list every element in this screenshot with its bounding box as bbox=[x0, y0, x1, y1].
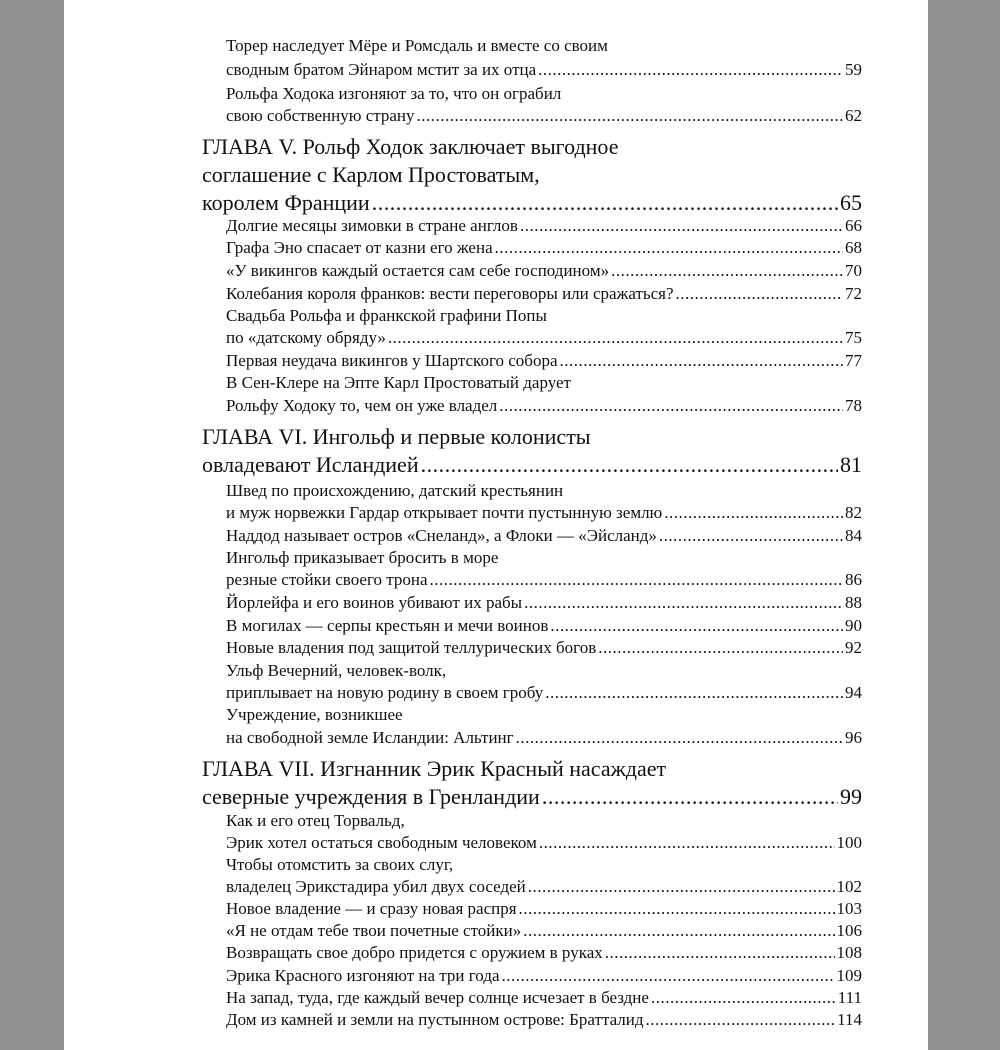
toc-entry-line bbox=[226, 966, 862, 986]
toc-line-text: ГЛАВА VI. Ингольф и первые колонисты bbox=[202, 424, 591, 449]
dot-leader bbox=[651, 988, 836, 1008]
toc-line-text: На запад, туда, где каждый вечер солнце исчезает в бездне bbox=[226, 988, 649, 1007]
toc-line-text: Учреждение, возникшее bbox=[226, 705, 403, 724]
chapter-heading-line bbox=[202, 134, 862, 160]
toc-entry-line bbox=[226, 921, 862, 941]
toc-entry-line bbox=[226, 36, 862, 56]
chapter-heading-line bbox=[202, 452, 862, 478]
toc-line-text: В Сен-Клере на Эпте Карл Простоватый дарует bbox=[226, 373, 571, 392]
dot-leader bbox=[516, 728, 843, 748]
toc-entry-line bbox=[226, 284, 862, 304]
toc-line-text: и муж норвежки Гардар открывает почти пустынную землю bbox=[226, 503, 663, 522]
page-number: 92 bbox=[845, 638, 862, 657]
dot-leader bbox=[520, 216, 843, 236]
page-number: 77 bbox=[845, 351, 862, 370]
toc-entry-line bbox=[226, 638, 862, 658]
dot-leader bbox=[664, 503, 843, 523]
page-number: 72 bbox=[845, 284, 862, 303]
toc-line-text: резные стойки своего трона bbox=[226, 570, 428, 589]
toc-line-text: «У викингов каждый остается сам себе господином» bbox=[226, 261, 610, 280]
toc-entry-line bbox=[226, 328, 862, 348]
toc-entry-line bbox=[226, 570, 862, 590]
document-page bbox=[64, 0, 928, 1050]
toc-entry-line bbox=[226, 899, 862, 919]
page-number: 68 bbox=[845, 238, 862, 257]
toc-line-text: Графа Эно спасает от казни его жена bbox=[226, 238, 493, 257]
dot-leader bbox=[538, 60, 843, 80]
page-number: 65 bbox=[840, 190, 862, 215]
dot-leader bbox=[388, 328, 843, 348]
toc-line-text: Новое владение — и сразу новая распря bbox=[226, 899, 517, 918]
page-number: 62 bbox=[845, 106, 862, 125]
page-number: 99 bbox=[840, 784, 862, 809]
dot-leader bbox=[495, 238, 843, 258]
toc-line-text: Йорлейфа и его воинов убивают их рабы bbox=[226, 593, 523, 612]
page-number: 59 bbox=[845, 60, 862, 79]
page-number: 70 bbox=[845, 261, 862, 280]
toc-line-text: Возвращать свое добро придется с оружием в руках bbox=[226, 943, 603, 962]
toc-line-text: на свободной земле Исландии: Альтинг bbox=[226, 728, 514, 747]
toc-line-text: Эрика Красного изгоняют на три года bbox=[226, 966, 500, 985]
toc-entry-line bbox=[226, 988, 862, 1008]
page-number: 78 bbox=[845, 396, 862, 415]
page-number: 94 bbox=[845, 683, 862, 702]
dot-leader bbox=[528, 877, 835, 897]
toc-entry-line bbox=[226, 373, 862, 393]
page-number: 96 bbox=[845, 728, 862, 747]
dot-leader bbox=[605, 943, 835, 963]
toc-entry-line bbox=[226, 728, 862, 748]
toc-line-text: северные учреждения в Гренландии bbox=[202, 784, 540, 809]
toc-line-text: Торер наследует Мёре и Ромсдаль и вместе со своим bbox=[226, 36, 608, 55]
toc-line-text: свою собственную страну bbox=[226, 106, 415, 125]
toc-entry-line bbox=[226, 661, 862, 681]
toc-line-text: овладевают Исландией bbox=[202, 452, 419, 477]
toc-line-text: Наддод называет остров «Снеланд», а Флоки — «Эйсланд» bbox=[226, 526, 657, 545]
page-number: 108 bbox=[836, 943, 862, 962]
toc-entry-line bbox=[226, 943, 862, 963]
chapter-heading-line bbox=[202, 162, 862, 188]
dot-leader bbox=[550, 616, 843, 636]
toc-entry-line bbox=[226, 811, 862, 831]
toc-line-text: В могилах — серпы крестьян и мечи воинов bbox=[226, 616, 549, 635]
toc-entry-line bbox=[226, 833, 862, 853]
toc-line-text: владелец Эрикстадира убил двух соседей bbox=[226, 877, 526, 896]
dot-leader bbox=[523, 921, 834, 941]
toc-line-text: Рольфу Ходоку то, чем он уже владел bbox=[226, 396, 498, 415]
toc-line-text: Рольфа Ходока изгоняют за то, что он ограбил bbox=[226, 84, 562, 103]
page-number: 81 bbox=[840, 452, 862, 477]
toc-entry-line bbox=[226, 548, 862, 568]
dot-leader bbox=[519, 899, 835, 919]
dot-leader bbox=[598, 638, 843, 658]
page-number: 100 bbox=[836, 833, 862, 852]
toc-line-text: Эрик хотел остаться свободным человеком bbox=[226, 833, 537, 852]
chapter-heading-line bbox=[202, 756, 862, 782]
dot-leader bbox=[545, 683, 843, 703]
toc-entry-line bbox=[226, 593, 862, 613]
toc-line-text: ГЛАВА VII. Изгнанник Эрик Красный насаждает bbox=[202, 756, 667, 781]
toc-line-text: Свадьба Рольфа и франкской графини Попы bbox=[226, 306, 547, 325]
dot-leader bbox=[646, 1010, 836, 1030]
dot-leader bbox=[539, 833, 835, 853]
page-number: 103 bbox=[836, 899, 862, 918]
dot-leader bbox=[421, 452, 838, 478]
page-number: 66 bbox=[845, 216, 862, 235]
toc-entry-line bbox=[226, 526, 862, 546]
dot-leader bbox=[560, 351, 844, 371]
chapter-heading-line bbox=[202, 424, 862, 450]
page-number: 109 bbox=[836, 966, 862, 985]
dot-leader bbox=[417, 106, 843, 126]
page-number: 88 bbox=[845, 593, 862, 612]
toc-line-text: сводным братом Эйнаром мстит за их отца bbox=[226, 60, 537, 79]
dot-leader bbox=[499, 396, 843, 416]
toc-line-text: Как и его отец Торвальд, bbox=[226, 811, 405, 830]
dot-leader bbox=[542, 784, 838, 810]
page-number: 111 bbox=[837, 988, 862, 1007]
page-number: 75 bbox=[845, 328, 862, 347]
page-number: 114 bbox=[837, 1010, 862, 1029]
toc-entry-line bbox=[226, 503, 862, 523]
toc-line-text: ГЛАВА V. Рольф Ходок заключает выгодное bbox=[202, 134, 619, 159]
page-number: 82 bbox=[845, 503, 862, 522]
toc-entry-line bbox=[226, 705, 862, 725]
page-number: 102 bbox=[836, 877, 862, 896]
toc-entry-line bbox=[226, 84, 862, 104]
toc-entry-line bbox=[226, 877, 862, 897]
toc-line-text: Колебания короля франков: вести переговоры или сражаться? bbox=[226, 284, 674, 303]
dot-leader bbox=[611, 261, 843, 281]
toc-line-text: Ульф Вечерний, человек-волк, bbox=[226, 661, 447, 680]
toc-line-text: Долгие месяцы зимовки в стране англов bbox=[226, 216, 518, 235]
page-number: 86 bbox=[845, 570, 862, 589]
dot-leader bbox=[372, 190, 838, 216]
toc-line-text: королем Франции bbox=[202, 190, 370, 215]
dot-leader bbox=[430, 570, 843, 590]
toc-line-text: по «датскому обряду» bbox=[226, 328, 386, 347]
chapter-heading-line bbox=[202, 190, 862, 216]
chapter-heading-line bbox=[202, 784, 862, 810]
page-number: 90 bbox=[845, 616, 862, 635]
toc-line-text: приплывает на новую родину в своем гробу bbox=[226, 683, 544, 702]
toc-line-text: Дом из камней и земли на пустынном острове: Братталид bbox=[226, 1010, 644, 1029]
toc-entry-line bbox=[226, 396, 862, 416]
toc-entry-line bbox=[226, 216, 862, 236]
toc-line-text: Новые владения под защитой теллурических богов bbox=[226, 638, 597, 657]
page-number: 84 bbox=[845, 526, 862, 545]
toc-entry-line bbox=[226, 616, 862, 636]
toc-entry-line bbox=[226, 351, 862, 371]
toc-entry-line bbox=[226, 306, 862, 326]
toc-line-text: Ингольф приказывает бросить в море bbox=[226, 548, 499, 567]
toc-line-text: Швед по происхождению, датский крестьянин bbox=[226, 481, 564, 500]
dot-leader bbox=[524, 593, 843, 613]
toc-entry-line bbox=[226, 238, 862, 258]
toc-entry-line bbox=[226, 855, 862, 875]
toc-line-text: Чтобы отомстить за своих слуг, bbox=[226, 855, 454, 874]
toc-entry-line bbox=[226, 683, 862, 703]
toc-entry-line bbox=[226, 106, 862, 126]
toc-line-text: соглашение с Карлом Простоватым, bbox=[202, 162, 540, 187]
dot-leader bbox=[676, 284, 843, 304]
toc-line-text: Первая неудача викингов у Шартского собора bbox=[226, 351, 558, 370]
dot-leader bbox=[659, 526, 843, 546]
toc-entry-line bbox=[226, 261, 862, 281]
toc-entry-line bbox=[226, 481, 862, 501]
page-number: 106 bbox=[836, 921, 862, 940]
toc-entry-line bbox=[226, 1010, 862, 1030]
toc-line-text: «Я не отдам тебе твои почетные стойки» bbox=[226, 921, 522, 940]
dot-leader bbox=[502, 966, 835, 986]
toc-entry-line bbox=[226, 60, 862, 80]
